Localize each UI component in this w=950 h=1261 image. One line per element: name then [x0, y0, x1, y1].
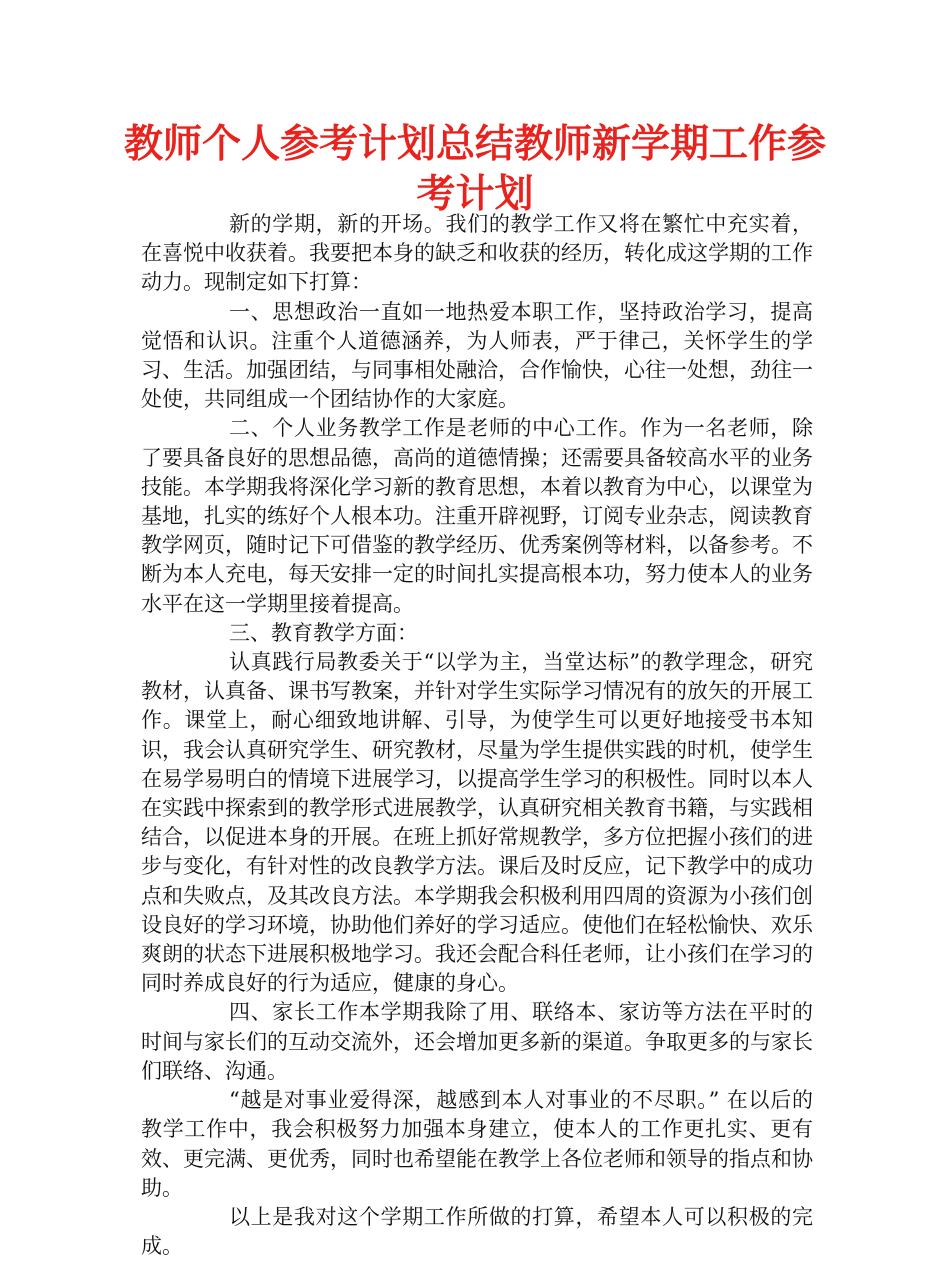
document-title: 教师个人参考计划总结教师新学期工作参考计划	[123, 122, 826, 217]
paragraph-conclusion: 以上是我对这个学期工作所做的打算，希望本人可以积极的完成。	[141, 1204, 813, 1259]
paragraph-teaching-heading: 三、教育教学方面：	[229, 620, 418, 645]
paragraph-intro: 新的学期，新的开场。我们的教学工作又将在繁忙中充实着，在喜悦中收获着。我要把本身的缺乏和收获的经历，转化成这学期的工作动力。现制定如下打算：	[141, 212, 813, 295]
paragraph-quote: “越是对事业爱得深，越感到本人对事业的不尽职。” 在以后的教学工作中，我会积极努力加强本身建立，使本人的工作更扎实、更有效、更完满、更优秀，同时也希望能在教学上各位老师和领导的指点和协助。	[141, 1088, 813, 1200]
paragraph-political: 一、思想政治一直如一地热爱本职工作，坚持政治学习，提高觉悟和认识。注重个人道德涵养，为人师表，严于律己，关怀学生的学习、生活。加强团结，与同事相处融洽，合作愉快，心往一处想，劲往一处使，共同组成一个团结协作的大家庭。	[141, 299, 813, 412]
paragraph-teaching: 认真践行局教委关于“以学为主，当堂达标”的教学理念，研究教材，认真备、课书写教案，并针对学生实际学习情况有的放矢的开展工作。课堂上，耐心细致地讲解、引导，为使学生可以更好地接受书本知识，我会认真研究学生、研究教材，尽量为学生提供实践的时机，使学生在易学易明白的情境下进展学习，以提高学生学习的积极性。同时以本人在实践中探索到的教学形式进展教学，认真研究相关教育书籍，与实践相结合，以促进本身的开展。在班上抓好常规教学，多方位把握小孩们的进步与变化，有针对性的改良教学方法。课后及时反应，记下教学中的成功点和失败点，及其改良方法。本学期我会积极利用四周的资源为小孩们创设良好的学习环境，协助他们养好的学习适应。使他们在轻松愉快、欢乐爽朗的状态下进展积极地学习。我还会配合科任老师，让小孩们在学习的同时养成良好的行为适应，健康的身心。	[141, 650, 813, 996]
document-body	[141, 210, 813, 1261]
paragraph-parents: 四、家长工作本学期我除了用、联络本、家访等方法在平时的时间与家长们的互动交流外，还会增加更多新的渠道。争取更多的与家长们联络、沟通。	[141, 1000, 813, 1083]
paragraph-professional: 二、个人业务教学工作是老师的中心工作。作为一名老师，除了要具备良好的思想品德，高尚的道德情操；还需要具备较高水平的业务技能。本学期我将深化学习新的教育思想，本着以教育为中心，以课堂为基地，扎实的练好个人根本功。注重开辟视野，订阅专业杂志，阅读教育教学网页，随时记下可借鉴的教学经历、优秀案例等材料，以备参考。不断为本人充电，每天安排一定的时间扎实提高根本功，努力使本人的业务水平在这一学期里接着提高。	[141, 416, 813, 616]
